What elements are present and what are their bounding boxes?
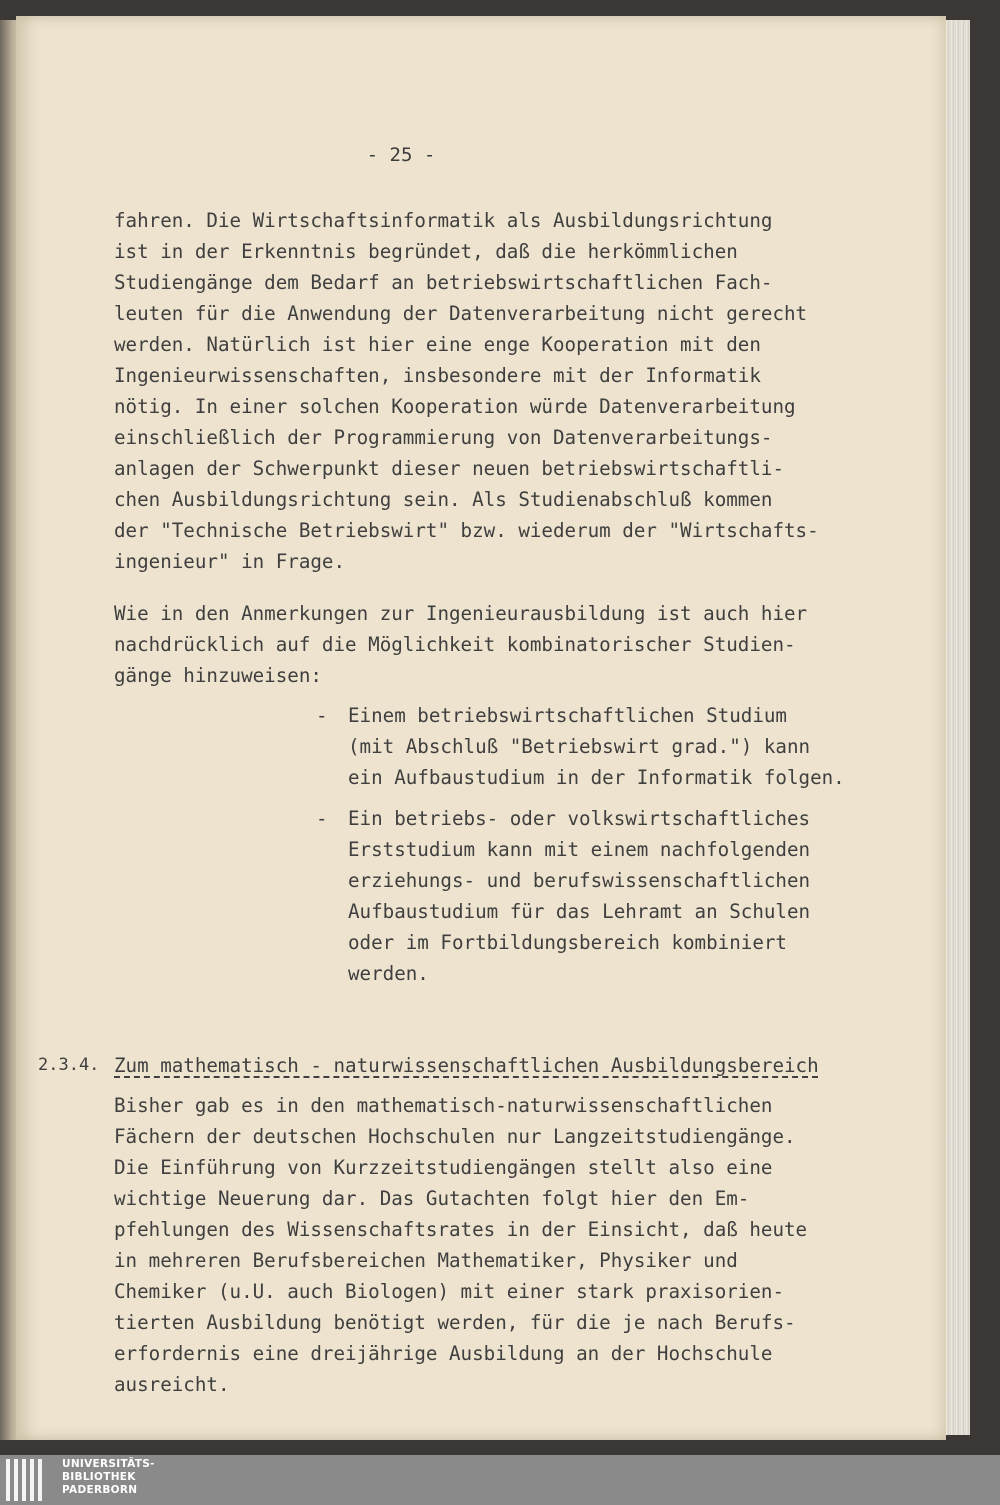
text-line: nötig. In einer solchen Kooperation würde Datenverarbeitung (114, 395, 796, 418)
text-line: oder im Fortbildungsbereich kombiniert (348, 931, 787, 954)
text-line: der "Technische Betriebswirt" bzw. wiederum der "Wirtschafts- (114, 519, 819, 542)
list-item (316, 700, 845, 793)
text-line: tierten Ausbildung benötigt werden, für die je nach Berufs- (114, 1311, 796, 1334)
text-line: Bisher gab es in den mathematisch-naturwissenschaftlichen (114, 1094, 773, 1117)
text-line: Ingenieurwissenschaften, insbesondere mit der Informatik (114, 364, 761, 387)
library-name-line: BIBLIOTHEK (62, 1471, 136, 1483)
text-line: Aufbaustudium für das Lehramt an Schulen (348, 900, 811, 923)
text-line: Einem betriebswirtschaftlichen Studium (348, 704, 787, 727)
text-line: Chemiker (u.U. auch Biologen) mit einer stark praxisorien- (114, 1280, 785, 1303)
text-line: leuten für die Anwendung der Datenverarbeitung nicht gerecht (114, 302, 808, 325)
list-item-text (348, 700, 845, 793)
bullet-marker: - (316, 704, 328, 727)
text-line: einschließlich der Programmierung von Datenverarbeitungs- (114, 426, 773, 449)
text-line: werden. Natürlich ist hier eine enge Kooperation mit den (114, 333, 761, 356)
text-line: erfordernis eine dreijährige Ausbildung an der Hochschule (114, 1342, 773, 1365)
footer-bar (0, 1455, 1000, 1505)
bullet-marker: - (316, 807, 328, 830)
bullet-list (316, 700, 845, 999)
text-line: Ein betriebs- oder volkswirtschaftliches (348, 807, 811, 830)
text-line: pfehlungen des Wissenschaftsrates in der Einsicht, daß heute (114, 1218, 808, 1241)
text-line: wichtige Neuerung dar. Das Gutachten folgt hier den Em- (114, 1187, 750, 1210)
section-number: 2.3.4. (38, 1055, 100, 1075)
text-line: fahren. Die Wirtschaftsinformatik als Ausbildungsrichtung (114, 209, 773, 232)
text-line: ein Aufbaustudium in der Informatik folgen. (348, 766, 845, 789)
text-line: erziehungs- und berufswissenschaftlichen (348, 869, 811, 892)
library-name-line: PADERBORN (62, 1484, 138, 1496)
text-line: ingenieur" in Frage. (114, 550, 346, 573)
text-line: ist in der Erkenntnis begründet, daß die herkömmlichen (114, 240, 738, 263)
text-line: (mit Abschluß "Betriebswirt grad.") kann (348, 735, 811, 758)
text-line: nachdrücklich auf die Möglichkeit kombinatorischer Studien- (114, 633, 796, 656)
text-line: gänge hinzuweisen: (114, 664, 322, 687)
text-line: Die Einführung von Kurzzeitstudiengängen stellt also eine (114, 1156, 773, 1179)
text-line: ausreicht. (114, 1373, 230, 1396)
book-page (16, 16, 946, 1440)
paragraph-1 (114, 205, 819, 577)
paragraph-2 (114, 598, 807, 691)
text-line: anlagen der Schwerpunkt dieser neuen betriebswirtschaftli- (114, 457, 785, 480)
text-line: Wie in den Anmerkungen zur Ingenieurausbildung ist auch hier (114, 602, 808, 625)
text-line: Fächern der deutschen Hochschulen nur Langzeitstudiengänge. (114, 1125, 796, 1148)
text-line: Erststudium kann mit einem nachfolgenden (348, 838, 811, 861)
text-line: chen Ausbildungsrichtung sein. Als Studienabschluß kommen (114, 488, 773, 511)
page-number: - 25 - (366, 144, 436, 166)
text-line: in mehreren Berufsbereichen Mathematiker, Physiker und (114, 1249, 738, 1272)
paragraph-3 (114, 1090, 807, 1400)
text-line: werden. (348, 962, 429, 985)
library-bars-logo-icon (6, 1459, 46, 1501)
library-name-line: UNIVERSITÄTS- (62, 1458, 155, 1470)
text-line: Studiengänge dem Bedarf an betriebswirtschaftlichen Fach- (114, 271, 773, 294)
section-heading: Zum mathematisch - naturwissenschaftlichen Ausbildungsbereich (114, 1054, 819, 1077)
list-item (316, 803, 845, 989)
list-item-text (348, 803, 810, 989)
library-name (62, 1458, 155, 1497)
